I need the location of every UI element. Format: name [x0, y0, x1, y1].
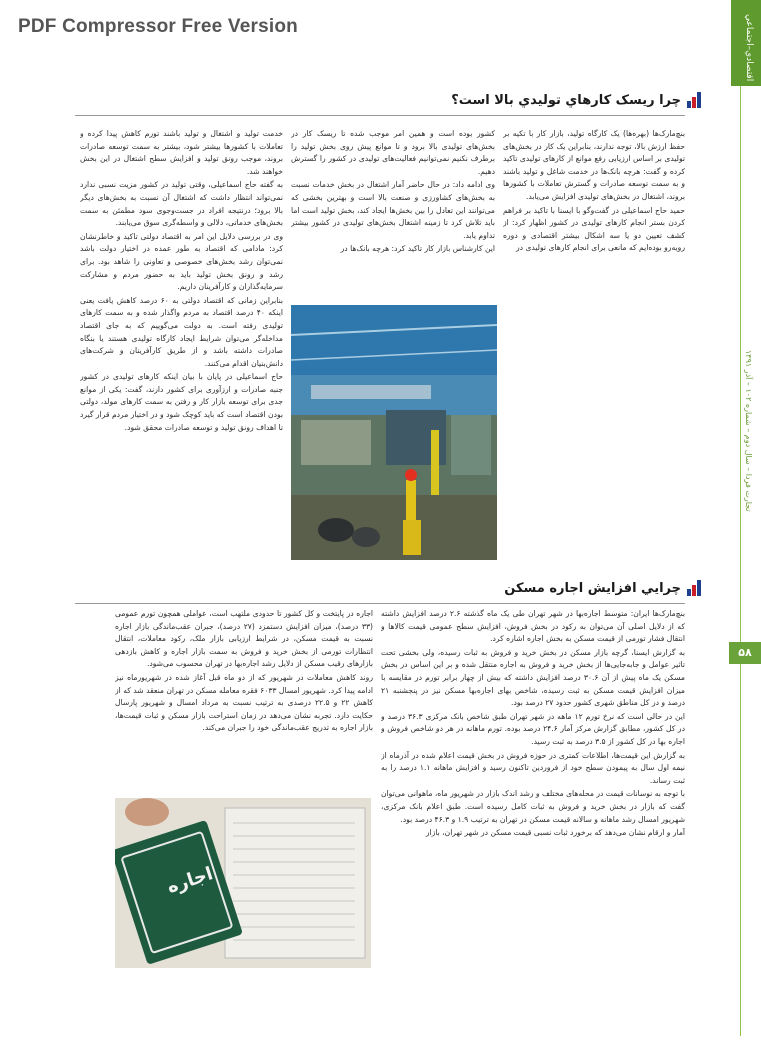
issue-info: تجارت فردا – سال دوم – شماره ۱۰۲ – آذر ۱۳۹۱ — [744, 350, 753, 512]
paragraph: با توجه به نوسانات قیمت در محله‌های مختلف و رشد اندک بازار در شهریور ماه، ماهوانی می‌توان گفت که بازار در بخش خرید و فروش به ثبات کامل رسیده است. طبق اعلام بانک مرکزی، شهریور امسال رشد ماهانه و سالانه قیمت مسکن در تهران به ترتیب ۱.۹ و ۴۶.۳ درصد بود. — [381, 789, 685, 824]
paragraph: بنچ‌مارک‌ها ایران: متوسط اجاره‌بها در شهر تهران طی یک ماه گذشته ۲.۶ درصد افزایش داشته که از دلایل اصلی آن می‌توان به رکود در بخش فروش، افزایش سطح عمومی قیمت کالاها و انتقال فشار تورمی از قیمت مسکن به بخش اجاره اشاره کرد. — [381, 609, 685, 644]
section1-divider — [75, 115, 685, 116]
section2-title — [504, 580, 701, 596]
paragraph: بنابراین زمانی که اقتصاد دولتی به ۶۰ درصد کاهش یافت یعنی اینکه ۴۰ درصد اقتصاد به مردم واگذار شده و به سمت کارهای تولیدی رفته است. به دولت می‌گوییم که به جای اقتصاد مداخله‌گر می‌توان شرایط ایجاد کارگاه تولیدی هستند یا بنگاه صادرات داشته باشد و از طریق کارآفرینان و شرکت‌های دانش‌بنیان اقدام می‌کنند. — [80, 295, 283, 368]
paragraph: این در حالی است که نرخ تورم ۱۲ ماهه در شهر تهران طبق شاخص بانک مرکزی ۳۶.۳ درصد و در کل کشور، مطابق گزارش مرکز آمار ۲۴.۶ درصد بوده. تورم ماهانه در هر دو شاخص فروش و اجاره بها در کل کشور از ۳.۵ درصد به ثبت رسید. — [381, 711, 685, 746]
watermark: PDF Compressor Free Version — [18, 16, 298, 37]
section1-col-left — [80, 128, 283, 573]
edge-rule — [740, 86, 741, 1036]
paragraph: حمید حاج اسماعیلی در گفت‌وگو با ایسنا با تاکید بر فراهم کردن بستر انجام کارهای تولیدی در کشور اظهار کرد: از کشف تعیین دو یا سه اشکال بیشتر اقتصادی و دوره رویه‌رو بوده‌ایم که مانعی برای انجام کارهای تولیدی در — [503, 205, 685, 253]
section1-title — [451, 92, 701, 108]
section2-col-left — [115, 608, 373, 790]
section-tab — [731, 0, 761, 86]
page-number: ۵۸ — [729, 642, 761, 664]
paragraph: به گزارش ایسنا، گرچه بازار مسکن در بخش خرید و فروش به ثبات رسیده، ولی بخشی تحت تاثیر عوامل و جابه‌جایی‌ها از بخش خرید و فروش به اجاره منتقل شده و بر این اساس در بخش مسکن یک ماه پیش از آن ۳۰.۶ درصد افزایش داشته که بیش از چهار برابر تورم در مقایسه با میزان افزایش قیمت مسکن به ثبت رسیده، شاخص بهای اجاره‌بها مسکن نیز در پنجشنبه ۲۱ درصد و در کل مناطق شهری کشور حدود ۲۷ درصد بود. — [381, 647, 685, 708]
section2-divider — [75, 603, 685, 604]
paragraph: وی ادامه داد: در حال حاضر آمار اشتغال در بخش خدمات نسبت به بخش‌های کشاورزی و صنعت بالا است و بهترین بخشی که می‌توانند این تعادل را بین بخش‌ها ایجاد کند، بخش تولید است اما باید تلاش کرد تا زمینه اشتغال بخش‌های تولیدی در کشور بیشتر تداوم یابد. — [291, 180, 495, 240]
rent-sign-photo — [115, 798, 371, 968]
section-marker-icon — [687, 92, 701, 108]
rent-sign-label: اجاره — [164, 863, 216, 898]
section-tab-label: اقتصادي–اجتماعي — [744, 14, 754, 82]
paragraph: آمار و ارقام نشان می‌دهد که برخورد ثبات نسبی قیمت مسکن در شهر تهران، بازار — [425, 828, 685, 838]
section1-col-middle — [291, 128, 495, 300]
paragraph: بنچ‌مارک‌ها (بهره‌ها) یک کارگاه تولید، بازار کار با تکیه بر حفظ ارزش بالا، توجه ندارند، بنابراین یک کار در بخش‌های تولیدی بر اساس ارزیابی رفع موانع از کارهای تولیدی تاکید کرده و گفت: هرچه بانک‌ها در خدمت شاغل و تولید باشند و به سمت توسعه صادرات و گسترش تعاملات با کشورها بروند، اشتغال در بخش‌های تولیدی افزایش می‌یابد. — [503, 129, 685, 201]
paragraph: به گفته حاج اسماعیلی، وقتی تولید در کشور مزیت نسبی ندارد نمی‌تواند انتظار داشت که اشتغال آن نسبت به بخش‌های دیگر بالا برود؛ درنتیجه افراد در جست‌وجوی سود مطمئن به سمت بخش‌های خدماتی، دلالی و واسطه‌گری سوق می‌یابند. — [80, 180, 283, 228]
paragraph: این کارشناس بازار کار تاکید کرد: هرچه بانک‌ها در — [340, 244, 495, 254]
paragraph: خدمت تولید و اشتغال و تولید باشند تورم کاهش پیدا کرده و تعاملات با کشورها بیشتر شود، بیشتر به سمت توسعه صادرات بروند، موجب رونق تولید و افزایش سطح اشتغال در این بخش خواهند شد. — [80, 129, 283, 176]
paragraph: وی در بررسی دلایل این امر به اقتصاد دولتی تاکید و خاطرنشان کرد: مادامی که اقتصاد به طور عمده در اختیار دولت باشد نمی‌توان رشد بخش‌های خصوصی و تعاونی را شاهد بود. برای رشد و رونق بخش تولید باید به حضور مردم و مشارکت سرمایه‌گذاران و کارآفرینان داریم. — [80, 231, 283, 292]
paragraph: کشور بوده است و همین امر موجب شده تا ریسک کار در بخش‌های تولیدی بالا برود و تا موانع پیش روی بخش تولید را برطرف نکنیم نمی‌توانیم فعالیت‌های تولیدی در کشور را گسترش دهیم. — [291, 129, 495, 176]
factory-illustration — [291, 305, 497, 560]
section2-col-right — [381, 608, 685, 968]
paragraph: روند کاهش معاملات در شهریور که از دو ماه قبل آغاز شده در شهریورماه نیز ادامه پیدا کرد. شهریور امسال ۶۰۳۳ فقره معامله مسکن در تهران منعقد شد که از کاهش ۲۲ و ۲۲.۵ درصدی به ترتیب نسبت به مرداد امسال و شهریور پارسال حکایت دارد. تجربه نشان می‌دهد در زمان استراحت بازار مسکن و ثبات قیمت‌ها، بازار اجاره به تدریج عقب‌ماندگی خود را جبران می‌کند. — [115, 672, 373, 733]
factory-photo — [291, 305, 497, 560]
section-marker-icon — [687, 580, 701, 596]
section2-title-text: چرايي افزايش اجاره مسکن — [504, 580, 681, 596]
section1-col-right — [503, 128, 685, 304]
paragraph: به گزارش این قیمت‌ها، اطلاعات کمتری در حوزه فروش در بخش قیمت اعلام شده در آذرماه از نیمه اول سال به پیمودن سطح خود از فروردین تاکنون رسید و افزایش ماهانه ۱.۱ درصد را به ثبت رساند. — [381, 750, 685, 785]
section1-title-text: چرا ريسک کارهاي توليدي بالا است؟ — [451, 92, 681, 108]
paragraph: حاج اسماعیلی در پایان با بیان اینکه کارهای تولیدی در کشور جنبه صادرات و ارزآوری برای کشور دارند، گفت: یکی از موانع جدی برای توسعه بازار کار و رفتن به سمت کارهای مولد، دولتی بودن اقتصاد است که باید کوچک شود و در اختیار مردم قرار گیرد تا اهداف رونق تولید و توسعه صادرات محقق شود. — [80, 372, 283, 432]
paragraph: اجاره در پایتخت و کل کشور تا حدودی ملتهب است، عواملی همچون تورم عمومی (۳۳ درصد)، میزان افزایش دستمزد (۲۷ درصد)، جبران عقب‌ماندگی بازار اجاره نسبت به قیمت مسکن، در شرایط ارزیابی بازار ملک، رکود معاملات، انتقال انتظارات تورمی از بخش خرید و فروش به سمت بازار اجاره و کاهش بازدهی بازارهای رقیب مسکن از دلایل رشد اجاره‌بها در تهران محسوب می‌شود. — [115, 609, 373, 669]
